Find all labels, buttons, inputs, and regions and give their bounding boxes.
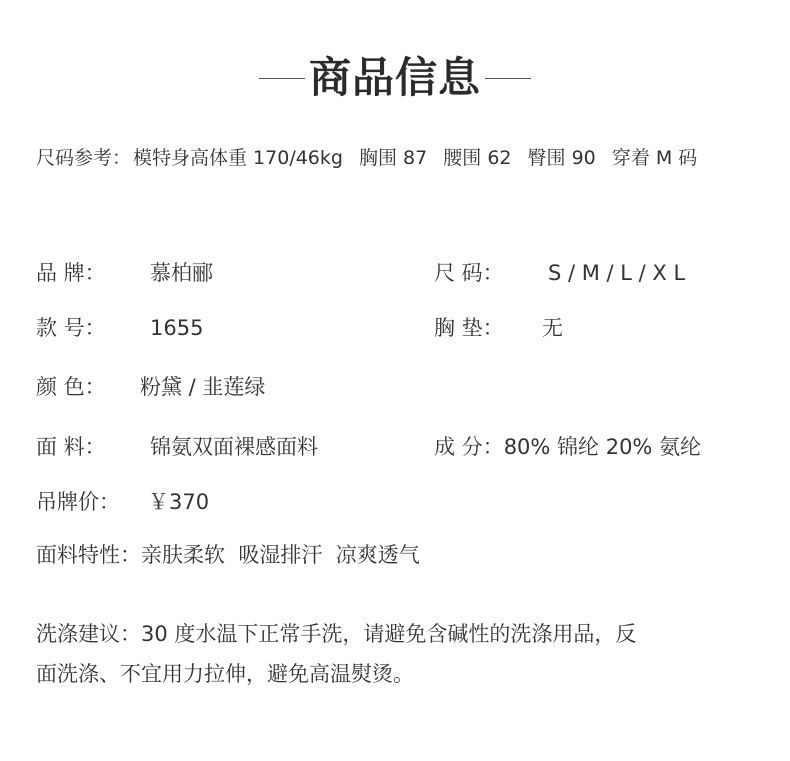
spec-padding — [434, 313, 774, 343]
spec-fabric-features — [36, 540, 636, 570]
hip-measurement: 臀围 90 — [527, 147, 596, 169]
waist-measurement: 腰围 62 — [443, 147, 512, 169]
spec-padding-label: 胸 垫： — [434, 316, 504, 340]
spec-tag-price-label: 吊牌价： — [36, 490, 120, 514]
spec-composition-label: 成 分： — [434, 435, 504, 459]
title-line-right — [485, 78, 531, 79]
spec-fabric-label: 面 料： — [36, 435, 106, 459]
spec-tag-price-value: ￥370 — [148, 490, 210, 514]
wash-text-2: 面洗涤、不宜用力拉伸，避免高温熨烫。 — [36, 662, 414, 686]
spec-color-value: 粉黛 / 韭莲绿 — [140, 375, 266, 399]
spec-fabric-features-label: 面料特性： — [36, 543, 141, 567]
size-reference-label: 尺码参考： — [36, 147, 132, 169]
title-block — [0, 50, 790, 106]
spec-color-label: 颜 色： — [36, 375, 106, 399]
spec-style-no-label: 款 号： — [36, 316, 106, 340]
size-reference — [36, 144, 776, 172]
wash-label: 洗涤建议： — [36, 622, 141, 646]
spec-color — [36, 372, 436, 402]
bust-measurement: 胸围 87 — [359, 147, 428, 169]
wash-line-2 — [36, 654, 736, 694]
spec-brand-value: 慕柏郦 — [150, 261, 213, 285]
spec-style-no-value: 1655 — [150, 316, 204, 340]
spec-style-no — [36, 313, 396, 343]
spec-brand — [36, 258, 396, 288]
spec-composition — [434, 432, 774, 462]
spec-size-label: 尺 码： — [434, 261, 504, 285]
title-line-left — [259, 78, 305, 79]
wear-size: 穿着 M 码 — [611, 147, 698, 169]
wash-line-1 — [36, 614, 736, 654]
spec-fabric — [36, 432, 426, 462]
page-title: 商品信息 — [308, 53, 481, 102]
model-measurements: 模特身高体重 170/46kg — [133, 147, 343, 169]
spec-fabric-value: 锦氨双面裸感面料 — [150, 435, 318, 459]
spec-composition-value: 80% 锦纶 20% 氨纶 — [503, 435, 702, 459]
spec-padding-value: 无 — [542, 316, 563, 340]
spec-size — [434, 258, 774, 288]
spec-tag-price — [36, 487, 396, 517]
spec-brand-label: 品 牌： — [36, 261, 106, 285]
wash-instructions — [36, 614, 736, 694]
spec-fabric-features-value: 亲肤柔软 吸湿排汗 凉爽透气 — [141, 543, 420, 567]
spec-size-value: S / M / L / X L — [548, 261, 686, 285]
wash-text-1: 30 度水温下正常手洗，请避免含碱性的洗涤用品，反 — [141, 622, 637, 646]
